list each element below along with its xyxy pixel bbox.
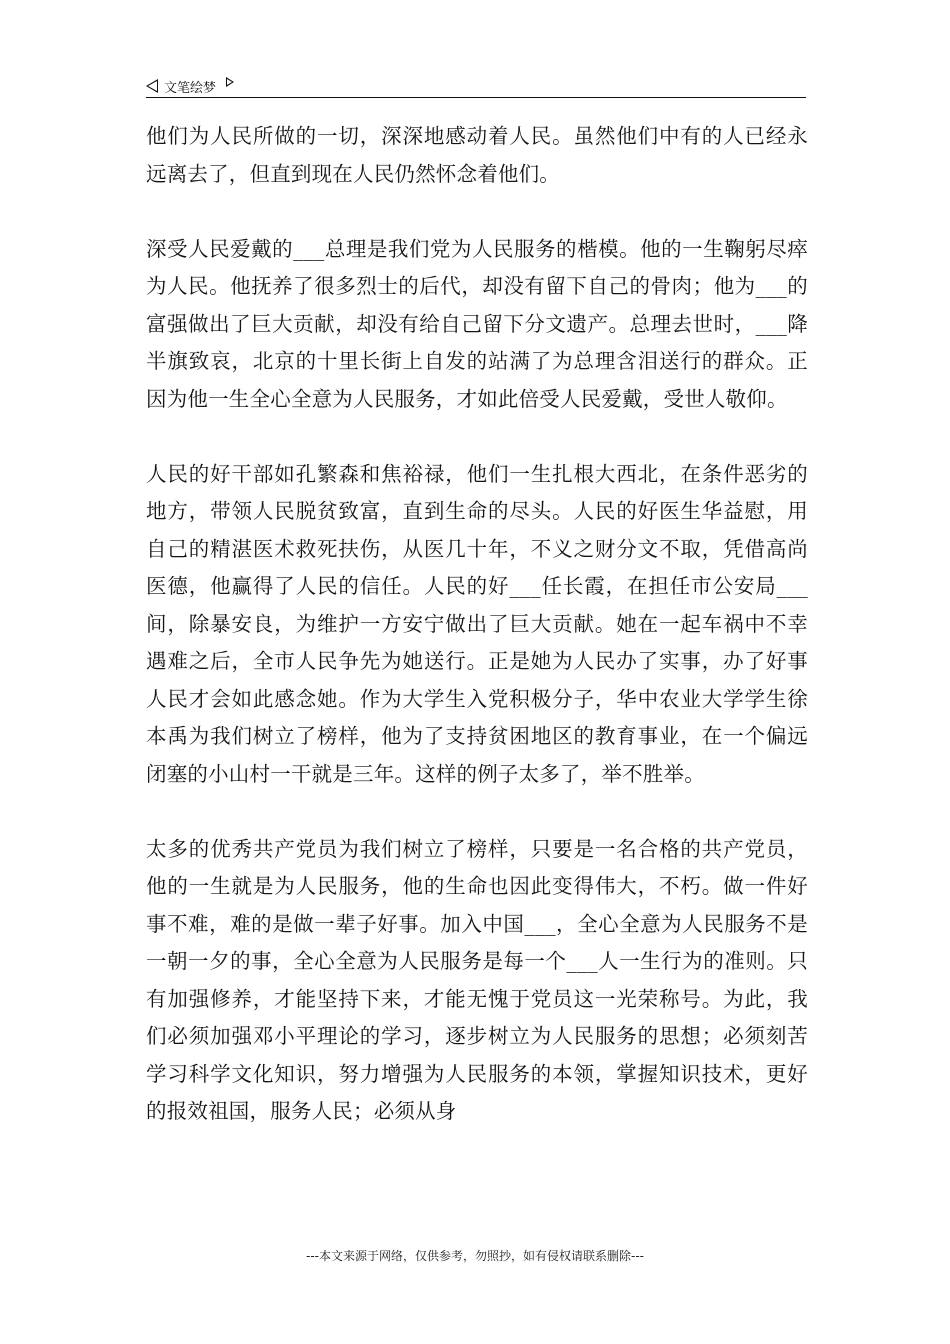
page-header bbox=[146, 74, 806, 98]
paragraph: 深受人民爱戴的___总理是我们党为人民服务的楷模。他的一生鞠躬尽瘁为人民。他抚养了很多烈士的后代，却没有留下自己的骨肉；他为___的富强做出了巨大贡献，却没有给自己留下分文遗产。总理去世时，___降半旗致哀，北京的十里长街上自发的站满了为总理含泪送行的群众。正因为他一生全心全意为人民服务，才如此倍受人民爱戴，受世人敬仰。 bbox=[146, 236, 808, 411]
paragraph: 他们为人民所做的一切，深深地感动着人民。虽然他们中有的人已经永远离去了，但直到现在人民仍然怀念着他们。 bbox=[146, 124, 808, 186]
header-brand: 文笔绘梦 bbox=[164, 80, 217, 96]
document-body bbox=[146, 118, 808, 1168]
header-divider bbox=[146, 97, 806, 98]
triangle-left-icon bbox=[146, 79, 158, 93]
triangle-right-icon bbox=[226, 77, 234, 87]
footer-notice: ---本文来源于网络，仅供参考，勿照抄，如有侵权请联系删除--- bbox=[306, 1249, 644, 1263]
paragraph: 人民的好干部如孔繁森和焦裕禄，他们一生扎根大西北，在条件恶劣的地方，带领人民脱贫致富，直到生命的尽头。人民的好医生华益慰，用自己的精湛医术救死扶伤，从医几十年，不义之财分文不取，凭借高尚医德，他赢得了人民的信任。人民的好___任长霞，在担任市公安局___间，除暴安良，为维护一方安宁做出了巨大贡献。她在一起车祸中不幸遇难之后，全市人民争先为她送行。正是她为人民办了实事，办了好事人民才会如此感念她。作为大学生入党积极分子，华中农业大学学生徐本禹为我们树立了榜样，他为了支持贫困地区的教育事业，在一个偏远闭塞的小山村一干就是三年。这样的例子太多了，举不胜举。 bbox=[146, 461, 808, 786]
paragraph: 太多的优秀共产党员为我们树立了榜样，只要是一名合格的共产党员，他的一生就是为人民服务，他的生命也因此变得伟大，不朽。做一件好事不难，难的是做一辈子好事。加入中国___，全心全意为人民服务不是一朝一夕的事，全心全意为人民服务是每一个___人一生行为的准则。只有加强修养，才能坚持下来，才能无愧于党员这一光荣称号。为此，我们必须加强邓小平理论的学习，逐步树立为人民服务的思想；必须刻苦学习科学文化知识，努力增强为人民服务的本领，掌握知识技术，更好的报效祖国，服务人民；必须从身 bbox=[146, 836, 808, 1123]
